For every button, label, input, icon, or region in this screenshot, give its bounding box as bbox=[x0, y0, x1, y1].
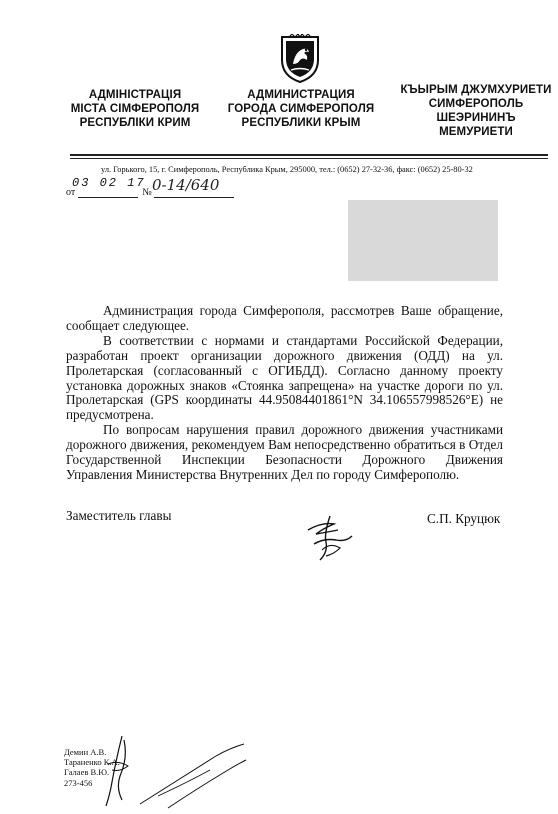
redacted-addressee bbox=[348, 200, 498, 281]
paragraph-2: В соответствии с нормами и стандартами Российской Федерации, разработан проект организации дорожного движения (ОДД) на ул. Пролетарская (согласованный с ОГИБДД). Согласно данному проекту установка дорожных знаков «Стоянка запрещена» на участке дороги по ул. Пролетарская (GPS координаты 44.95084401861°N 34.106557998526°E) не предусмотрена. bbox=[66, 332, 503, 423]
registration-number: 0-14/640 bbox=[152, 176, 220, 194]
handwritten-signature bbox=[300, 512, 360, 564]
header-divider bbox=[70, 154, 548, 156]
registration-date: 03 02 17 bbox=[72, 176, 146, 190]
header-crimean-tatar: КЪЫРЫМ ДЖУМХУРИЕТИ СИМФЕРОПОЛЬ ШЕЭРИНИНЪ МЕМУРИЕТИ bbox=[400, 84, 552, 138]
signatory-position: Заместитель главы bbox=[66, 508, 172, 523]
executor-phone: 273-456 bbox=[64, 777, 93, 788]
paragraph-1: Администрация города Симферополя, рассмотрев Ваше обращение, сообщает следующее. bbox=[66, 303, 503, 333]
signatory-name: С.П. Круцюк bbox=[427, 511, 501, 526]
handwritten-initials bbox=[98, 730, 248, 809]
paragraph-3: По вопросам нарушения правил дорожного движения участниками дорожного движения, рекомендуем Вам непосредственно обратиться в Отдел Государственной Инспекции Безопасности Дорожного Движения Управления Министерства Внутренних Дел по городу Симферополю. bbox=[66, 422, 503, 482]
coat-of-arms-icon bbox=[279, 34, 321, 84]
executor-3: Галаев В.Ю. bbox=[64, 767, 110, 778]
executor-1: Демин А.В. bbox=[64, 747, 107, 757]
header-ukrainian: АДМІНІСТРАЦІЯ МІСТА СІМФЕРОПОЛЯ РЕСПУБЛІКИ КРИМ bbox=[70, 89, 200, 129]
number-label: № bbox=[142, 187, 152, 198]
header-russian: АДМИНИСТРАЦИЯ ГОРОДА СИМФЕРОПОЛЯ РЕСПУБЛИКИ КРЫМ bbox=[227, 89, 375, 129]
letter-body bbox=[66, 304, 503, 483]
from-label: от bbox=[66, 187, 76, 198]
address-line: ул. Горького, 15, г. Симферополь, Республика Крым, 295000, тел.: (0652) 27-32-36, факс: (0652) 25-80-32 bbox=[101, 165, 473, 174]
executor-2: Тараненко К.А. bbox=[64, 757, 120, 768]
header-divider-thin bbox=[70, 158, 548, 159]
